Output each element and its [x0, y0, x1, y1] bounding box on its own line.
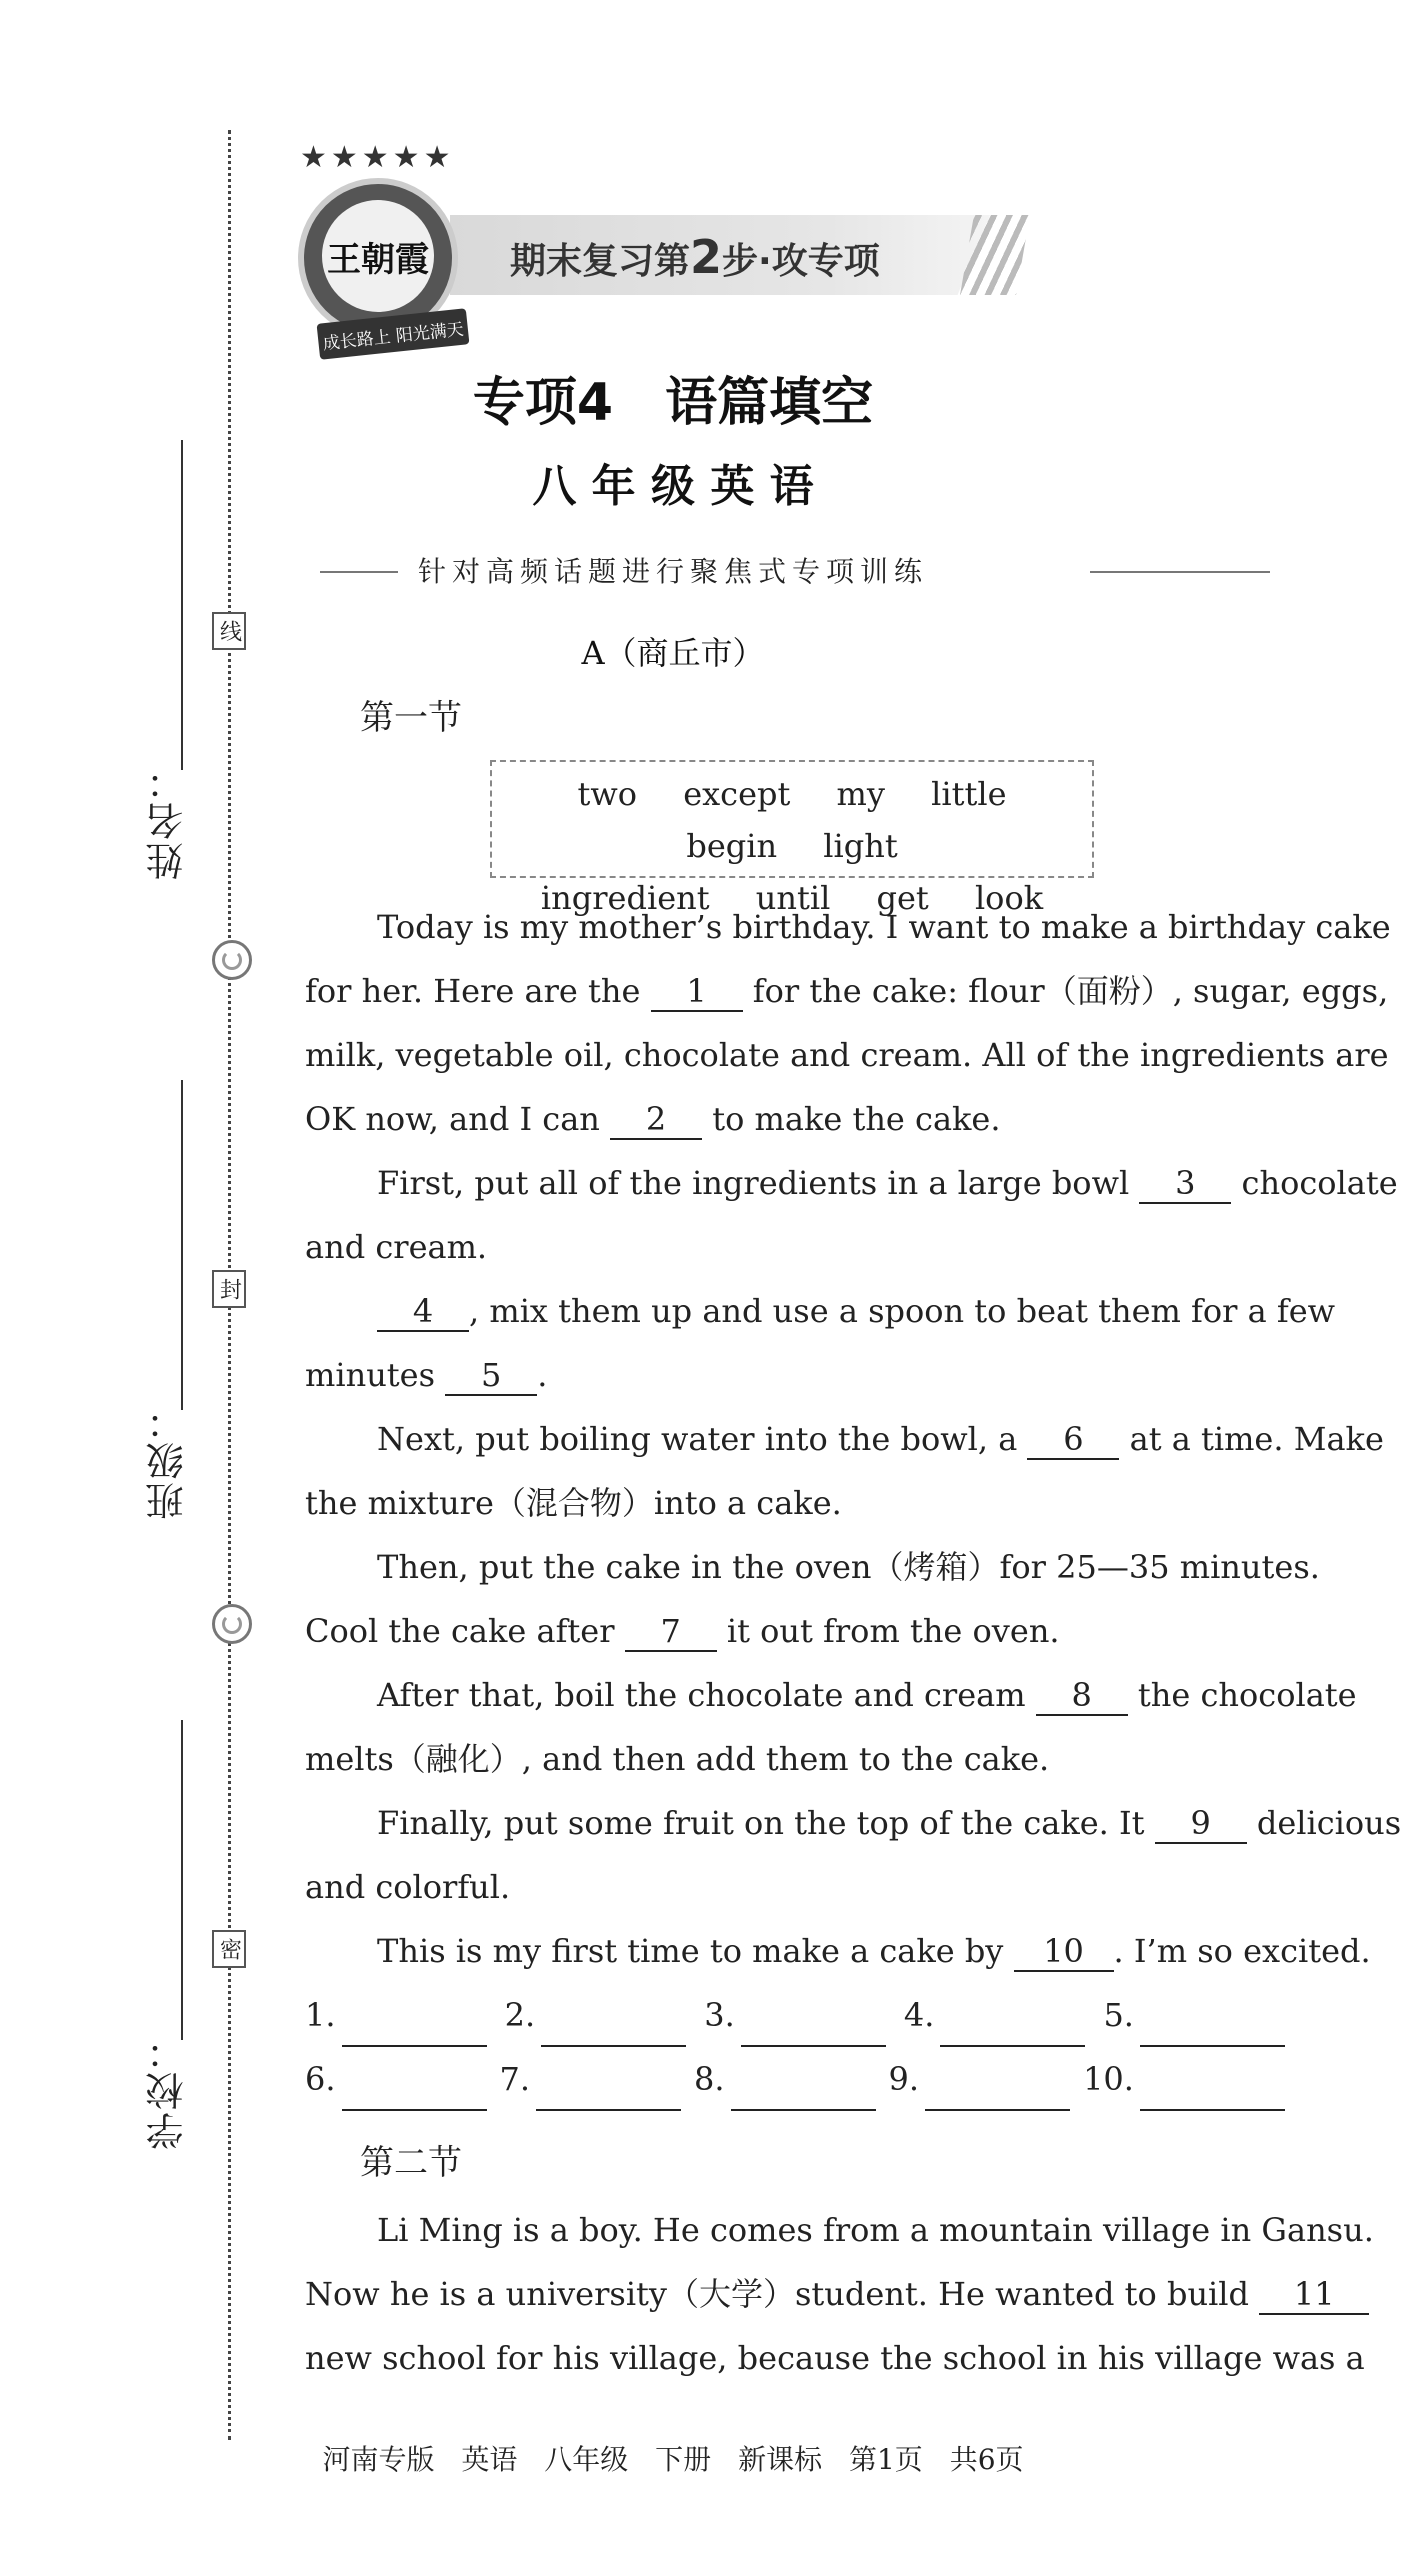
seal-mark-secret: 密 — [212, 1930, 246, 1968]
grade-title: 八 年 级 英 语 — [532, 461, 814, 512]
page-title: 专项4 语篇填空 — [472, 373, 874, 433]
blank-5: 5 — [445, 1356, 537, 1396]
word-bank-item: until — [755, 879, 831, 917]
passage-line: milk, vegetable oil, chocolate and cream. All of the ingredients are — [305, 1036, 1389, 1074]
answer-slot[interactable]: 7. — [500, 2047, 682, 2111]
answer-slot[interactable]: 9. — [889, 2047, 1071, 2111]
school-label: 学校： — [146, 2030, 190, 2150]
swirl-icon — [212, 1604, 252, 1644]
blank-7: 7 — [625, 1612, 717, 1652]
class-label: 班级： — [146, 1400, 190, 1520]
passage-line: Cool the cake after 7 it out from the oven. — [305, 1612, 1060, 1650]
answer-slot[interactable]: 3. — [704, 1983, 886, 2047]
passage-line: Now he is a university（大学）student. He wanted to build 11 — [305, 2262, 1285, 2326]
word-bank-item: two — [577, 775, 638, 813]
word-bank-item: ingredient — [540, 879, 710, 917]
word-bank-item: except — [683, 775, 791, 813]
school-underline — [181, 1720, 183, 2040]
passage-line: Finally, put some fruit on the top of the cake. It 9 delicious — [377, 1804, 1401, 1842]
answer-slot[interactable]: 5. — [1103, 1983, 1285, 2047]
passage-line: Next, put boiling water into the bowl, a 6 at a time. Make — [377, 1420, 1384, 1458]
name-label: 姓名： — [146, 760, 190, 880]
word-bank-item: get — [876, 879, 929, 917]
passage-line: and colorful. — [305, 1868, 511, 1906]
class-underline — [181, 1080, 183, 1410]
passage-line: the mixture（混合物）into a cake. — [305, 1484, 842, 1522]
seal-mark-line: 线 — [212, 612, 246, 650]
word-bank-item: light — [823, 827, 898, 865]
section-2-title: 第二节 — [360, 2143, 462, 2183]
passage-line: First, put all of the ingredients in a large bowl 3 chocolate — [377, 1164, 1398, 1202]
word-bank-item: begin — [686, 827, 778, 865]
stars-icon: ★★★★★ — [300, 140, 455, 175]
blank-3: 3 — [1139, 1164, 1231, 1204]
part-heading: A（商丘市） — [581, 634, 765, 672]
answer-row — [305, 2047, 1285, 2111]
section-1-title: 第一节 — [360, 698, 462, 738]
passage-line: for her. Here are the 1 for the cake: flour（面粉）, sugar, eggs, — [305, 972, 1389, 1010]
brand-logo-text: 王朝霞 — [322, 200, 434, 312]
answer-slot[interactable]: 4. — [904, 1983, 1086, 2047]
seal-mark-seal: 封 — [212, 1270, 246, 1308]
passage-line: minutes 5 . — [305, 1356, 548, 1394]
passage-line: OK now, and I can 2 to make the cake. — [305, 1100, 1001, 1138]
banner-step-number: 2 — [690, 230, 723, 284]
page-footer: 河南专版 英语 八年级 下册 新课标 第1页 共6页 — [322, 2443, 1024, 2476]
word-bank — [490, 760, 1094, 917]
blank-1: 1 — [651, 972, 743, 1012]
answer-slot[interactable]: 10. — [1083, 2047, 1285, 2111]
answer-slot[interactable]: 6. — [305, 2047, 487, 2111]
passage-line: Li Ming is a boy. He comes from a mountain village in Gansu. — [377, 2211, 1374, 2249]
blank-2: 2 — [610, 1100, 702, 1140]
passage-line: This is my first time to make a cake by 10 . I’m so excited. — [377, 1932, 1371, 1970]
subtitle — [0, 550, 1346, 590]
brand-slogan: 成长路上 阳光满天 — [317, 308, 470, 359]
passage-2 — [305, 2198, 1374, 2390]
swirl-icon — [212, 940, 252, 980]
blank-6: 6 — [1027, 1420, 1119, 1460]
banner-prefix: 期末复习第 — [510, 241, 691, 282]
answer-slot[interactable]: 8. — [694, 2047, 876, 2111]
passage-line: new school for his village, because the school in his village was a — [305, 2339, 1365, 2377]
blank-4: 4 — [377, 1292, 469, 1332]
word-bank-row-1 — [492, 768, 1092, 872]
passage-line: Then, put the cake in the oven（烤箱）for 25—35 minutes. — [377, 1548, 1320, 1586]
blank-10: 10 — [1014, 1932, 1114, 1972]
passage-1 — [305, 895, 1401, 2111]
passage-line: melts（融化）, and then add them to the cake. — [305, 1740, 1050, 1778]
passage-line: 4 , mix them up and use a spoon to beat them for a few — [305, 1279, 1285, 1343]
answer-slot[interactable]: 1. — [305, 1983, 487, 2047]
banner-text — [510, 230, 880, 284]
banner-suffix: 步·攻专项 — [722, 241, 880, 282]
answer-slot[interactable]: 2. — [505, 1983, 687, 2047]
blank-9: 9 — [1155, 1804, 1247, 1844]
word-bank-item: look — [974, 879, 1044, 917]
blank-11: 11 — [1259, 2275, 1369, 2315]
passage-line: Today is my mother’s birthday. I want to make a birthday cake — [377, 908, 1391, 946]
subtitle-text: 针对高频话题进行聚焦式专项训练 — [398, 555, 948, 588]
passage-line: After that, boil the chocolate and cream 8 the chocolate — [377, 1676, 1357, 1714]
blank-8: 8 — [1036, 1676, 1128, 1716]
word-bank-item: little — [931, 775, 1007, 813]
passage-line: and cream. — [305, 1228, 488, 1266]
word-bank-item: my — [836, 775, 885, 813]
answer-row — [305, 1983, 1285, 2047]
